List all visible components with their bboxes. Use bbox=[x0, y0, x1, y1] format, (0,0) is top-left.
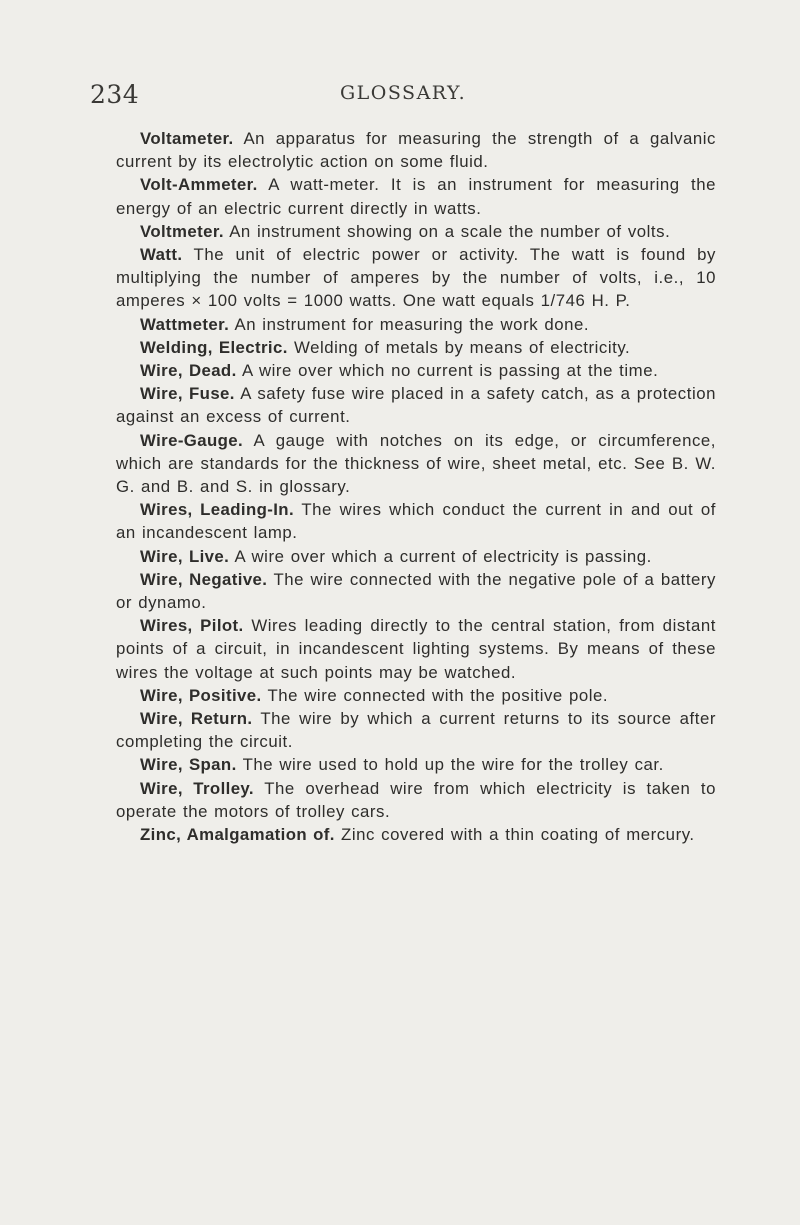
entry-term: Wire, Fuse. bbox=[140, 384, 235, 404]
entry-term: Wire, Positive. bbox=[140, 685, 262, 705]
entry-definition: Welding of metals by means of electricity. bbox=[294, 337, 631, 357]
entry-definition: An apparatus for measuring the strength of a galvanic current by its electrolytic action on some fluid. bbox=[116, 129, 716, 172]
entry-term: Watt. bbox=[140, 245, 183, 265]
entry-definition: A safety fuse wire placed in a safety catch, as a protection against an excess of current. bbox=[116, 384, 717, 427]
glossary-entry-wire-trolley bbox=[116, 777, 716, 823]
glossary-entry-voltameter bbox=[116, 127, 716, 173]
glossary-entry-wires-leading-in bbox=[116, 498, 716, 544]
glossary-entry-wire-gauge bbox=[116, 429, 716, 499]
entry-term: Voltameter. bbox=[140, 129, 234, 148]
entry-definition: The wire used to hold up the wire for the trolley car. bbox=[242, 755, 664, 775]
glossary-entry-wires-pilot bbox=[116, 614, 716, 684]
entry-definition: The wire connected with the positive pole. bbox=[267, 685, 609, 705]
entry-term: Wire, Negative. bbox=[140, 569, 268, 589]
entry-term: Wire, Return. bbox=[140, 709, 253, 729]
entry-definition: Wires leading directly to the central station, from distant points of a circuit, in incandescent lighting systems. By means of these wires the voltage at such points may be watched. bbox=[116, 616, 716, 682]
entry-term: Wire-Gauge. bbox=[140, 430, 244, 450]
glossary-entry-welding-electric bbox=[116, 336, 716, 359]
entry-definition: A wire over which no current is passing at the time. bbox=[241, 361, 659, 381]
entry-term: Wire, Trolley. bbox=[140, 778, 254, 798]
entry-definition: A gauge with notches on its edge, or circumference, which are standards for the thickness of wire, sheet metal, etc. See B. W. G. and B. and S. in glossary. bbox=[116, 430, 716, 497]
entry-definition: An instrument for measuring the work done. bbox=[234, 314, 590, 334]
entry-term: Wattmeter. bbox=[140, 314, 230, 334]
page-number: 234 bbox=[90, 80, 140, 109]
glossary-entry-wire-positive bbox=[116, 684, 716, 707]
entry-definition: Zinc covered with a thin coating of mercury. bbox=[341, 825, 695, 845]
entry-definition: The wires which conduct the current in and out of an incandescent lamp. bbox=[116, 500, 716, 543]
glossary-entry-wire-live bbox=[116, 545, 716, 568]
entry-term: Zinc, Amalgamation of. bbox=[140, 825, 335, 845]
entry-definition: A wire over which a current of electricity is passing. bbox=[234, 546, 652, 566]
entry-term: Volt-Ammeter. bbox=[140, 175, 258, 195]
glossary-entry-voltmeter bbox=[116, 220, 716, 243]
entry-term: Wire, Span. bbox=[140, 755, 237, 775]
glossary-entry-wire-span bbox=[116, 753, 716, 776]
glossary-entry-wire-fuse bbox=[116, 382, 716, 428]
entry-term: Voltmeter. bbox=[140, 221, 224, 241]
glossary-entry-zinc-amalgamation bbox=[116, 823, 716, 846]
running-head bbox=[90, 80, 720, 112]
glossary-entries bbox=[116, 127, 716, 846]
running-title: GLOSSARY. bbox=[340, 82, 467, 104]
entry-term: Welding, Electric. bbox=[140, 337, 288, 357]
entry-term: Wire, Live. bbox=[140, 546, 230, 566]
glossary-entry-volt-ammeter bbox=[116, 173, 716, 219]
glossary-entry-watt bbox=[116, 243, 716, 313]
glossary-entry-wire-negative bbox=[116, 568, 716, 614]
entry-term: Wires, Pilot. bbox=[140, 616, 244, 636]
entry-definition: An instrument showing on a scale the number of volts. bbox=[229, 221, 671, 241]
entry-definition: The wire by which a current returns to its source after completing the circuit. bbox=[116, 709, 716, 752]
entry-definition: A watt-meter. It is an instrument for measuring the energy of an electric current directly in watts. bbox=[116, 175, 717, 218]
entry-definition: The wire connected with the negative pole of a battery or dynamo. bbox=[116, 569, 716, 613]
entry-term: Wires, Leading-In. bbox=[140, 500, 295, 520]
entry-term: Wire, Dead. bbox=[140, 361, 237, 381]
entry-definition: The overhead wire from which electricity is taken to operate the motors of trolley cars. bbox=[116, 778, 716, 821]
glossary-entry-wattmeter bbox=[116, 313, 716, 336]
glossary-entry-wire-return bbox=[116, 707, 716, 753]
glossary-entry-wire-dead bbox=[116, 359, 716, 382]
entry-definition: The unit of electric power or activity. The watt is found by multiplying the number of amperes by the number of volts, i.e., 10 amperes × 100 volts = 1000 watts. One watt equals 1/746 H. P. bbox=[116, 245, 716, 311]
